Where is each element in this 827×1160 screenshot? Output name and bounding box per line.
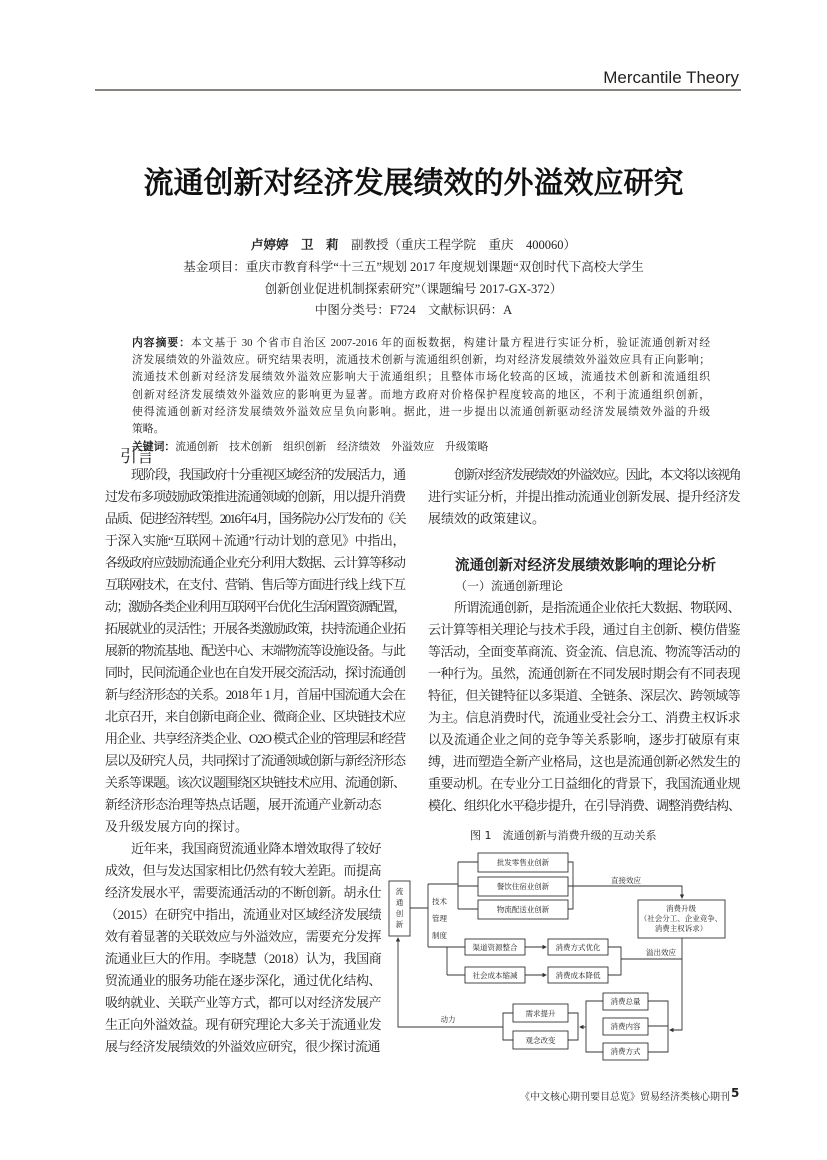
text-line: 创新对经济发展绩效的外溢效应。因此，本文将以该视角	[454, 467, 740, 482]
text-line: 吸纳就业、关联产业等方式，都可以对经济发展产	[105, 995, 381, 1010]
text-line: 进行实证分析，并提出推动流通业创新发展、提升经济发	[428, 489, 740, 504]
figure-title: 图 1 流通创新与消费升级的互动关系	[470, 829, 657, 842]
consumption-label: 消费方式	[610, 1047, 641, 1056]
text-line: 展与经济发展绩效的外溢效应研究，很少探讨流通	[105, 1039, 381, 1054]
mid-left-label: 渠道资源整合	[472, 943, 518, 952]
abstract	[132, 334, 710, 456]
text-line: 于深入实施“互联网＋流通”行动计划的意见》中指出，	[105, 533, 405, 548]
header-rule	[95, 89, 741, 91]
text-line: 过发布多项鼓励政策推进流通领域的创新，用以提升消费	[105, 489, 406, 504]
text-line: 及升级发展方向的探讨。	[105, 819, 249, 834]
footer-journal: 《中文核心期刊要目总览》贸易经济类核心期刊	[520, 1092, 730, 1103]
text-line: 以及流通企业之间的竞争等关系影响，逐步打破原有束	[428, 732, 741, 747]
source-char: 创	[395, 909, 404, 918]
industry-box-label: 物流配送业创新	[496, 905, 550, 914]
theory-paragraph	[428, 597, 740, 817]
text-line: 等活动，全面变革商流、资金流、信息流、物流等活动的	[428, 644, 740, 659]
author-names: 卢婷婷 卫 莉	[250, 237, 339, 252]
subsection-heading: （一）流通创新理论	[455, 579, 564, 593]
upgrade-label: 消费升级	[666, 904, 696, 913]
source-char: 流	[395, 887, 404, 896]
keywords	[132, 438, 710, 456]
text-line: 效有着显著的关联效应与外溢效应，需要充分发挥	[105, 929, 381, 944]
text-line: 缚，进而塑造全新产业格局，这也是流通创新必然发生的	[428, 754, 740, 769]
text-line: 展绩效的政策建议。	[428, 511, 546, 526]
abstract-line: 济发展绩效的外溢效应。研究结果表明，流通技术创新与流通组织创新，均对经济发展绩效外溢效应具有正向影响；	[132, 354, 710, 367]
text-line: 拓展就业的灵活性；开展各类激励政策，扶持流通企业拓	[105, 621, 406, 636]
text-line: 重要动机。在专业分工日益细化的背景下，我国流通业规	[428, 776, 740, 791]
upgrade-label: 消费主权诉求）	[654, 924, 708, 933]
intro-paragraph-1	[105, 464, 405, 838]
consumption-label: 消费内容	[610, 1022, 641, 1031]
consumption-label: 消费总量	[610, 997, 641, 1006]
dimension-label: 制度	[432, 931, 447, 940]
text-line: 用企业、共享经济类企业、O2O 模式企业的管理层和经营	[105, 731, 405, 746]
spillover-label: 溢出效应	[646, 948, 676, 957]
abstract-label: 内容摘要：	[132, 336, 191, 349]
text-line: 为主。信息消费时代，流通业受社会分工、消费主权诉求	[428, 710, 740, 725]
industry-box-label: 餐饮住宿业创新	[496, 882, 550, 891]
text-line: 生正向外溢效益。现有研究理论大多关于流通业发	[105, 1017, 381, 1032]
mid-left-label: 社会成本缩减	[472, 971, 518, 980]
abstract-line: 策略。	[132, 423, 165, 436]
fund-line-1: 基金项目：重庆市教育科学“十三五”规划 2017 年度规划课题“双创时代下高校大学生	[183, 260, 644, 274]
source-char: 通	[395, 898, 404, 907]
abstract-line: 流通技术创新对经济发展绩效外溢效应影响大于流通组织；且整体市场化较高的区域，流通技术创新和流通组织	[132, 371, 710, 384]
text-line: 品质、促进经济转型。2016年4月，国务院办公厅发布的《关	[105, 511, 405, 526]
abstract-text: 本文基于 30 个省市自治区 2007-2016 年的面板数据，构建计量方程进行实证分析，验证流通创新对经	[190, 337, 711, 349]
text-line: （2015）在研究中指出，流通业对区域经济发展绩	[105, 907, 382, 922]
text-line: 新经济形态治理等热点话题，展开流通产业新动态	[105, 797, 381, 812]
text-line: 流通业巨大的作用。李晓慧（2018）认为，我国商	[105, 951, 382, 966]
text-line: 各级政府应鼓励流通企业充分利用大数据、云计算等移动	[105, 555, 406, 570]
text-line: 互联网技术，在支付、营销、售后等方面进行线上线下互	[105, 577, 406, 592]
feedback-label: 需求提升	[525, 1009, 556, 1018]
keywords-text: 流通创新 技术创新 组织创新 经济绩效 外溢效应 升级策略	[175, 441, 489, 454]
upgrade-label: （社会分工、企业竞争、	[639, 914, 723, 923]
intro-heading: 引言	[120, 447, 154, 467]
mid-right-label: 消费方式优化	[555, 943, 601, 952]
article-title: 流通创新对经济发展绩效的外溢效应研究	[143, 166, 684, 201]
abstract-line: 创新对经济发展绩效外溢效应的影响更为显著。而地方政府对价格保护程度较高的地区，不利于流通组织创新，	[132, 388, 710, 401]
keywords-label: 关键词：	[132, 440, 176, 454]
text-line: 北京召开，来自创新电商企业、微商企业、区块链技术应	[105, 709, 406, 724]
text-line: 经济发展水平，需要流通活动的不断创新。胡永仕	[105, 885, 381, 900]
text-line: 云计算等相关理论与技术手段，通过自主创新、模仿借鉴	[428, 622, 740, 637]
source-char: 新	[395, 920, 404, 929]
text-line: 一种行为。虽然，流通创新在不同发展时期会有不同表现	[428, 666, 740, 681]
text-line: 现阶段，我国政府十分重视区域经济的发展活力，通	[131, 467, 405, 482]
journal-section-header: Mercantile Theory	[603, 68, 739, 87]
page-number: 5	[731, 1086, 740, 1100]
abstract-line	[132, 334, 710, 352]
section-heading: 流通创新对经济发展绩效影响的理论分析	[455, 558, 716, 574]
feedback-label: 观念改变	[525, 1036, 556, 1045]
classification-line: 中图分类号：F724 文献标识码：A	[314, 303, 513, 317]
text-line: 贸流通业的服务功能在逐步深化，通过优化结构、	[105, 973, 381, 988]
driving-force-label: 动力	[440, 1015, 456, 1024]
dimension-label: 技术	[432, 897, 447, 906]
author-line	[0, 235, 827, 253]
text-line: 层以及研究人员，共同探讨了流通领域创新与新经济形态	[105, 753, 406, 768]
text-line: 近年来，我国商贸流通业降本增效取得了较好	[131, 841, 382, 856]
intro-paragraph-2	[105, 838, 381, 1058]
mid-right-label: 消费成本降低	[555, 971, 601, 980]
author-affiliation: 副教授（重庆工程学院 重庆 400060）	[351, 238, 577, 252]
fund-line-2: 创新创业促进机制探索研究”（课题编号 2017-GX-372）	[264, 282, 563, 296]
direct-effect-label: 直接效应	[611, 876, 641, 885]
text-line: 展新的物流基地、配送中心、末端物流等设施设备。与此	[105, 643, 406, 658]
text-line: 同时，民间流通企业也在自发开展交流活动，探讨流通创	[105, 665, 406, 680]
text-line: 特征，但关键特征以多渠道、全链条、深层次、跨领域等	[428, 688, 740, 703]
figure-diagram	[385, 845, 750, 1070]
text-line: 所谓流通创新，是指流通企业依托大数据、物联网、	[454, 600, 740, 615]
text-line: 模化、组织化水平稳步提升，在引导消费、调整消费结构、	[428, 798, 741, 813]
intro-paragraph-3	[428, 464, 740, 530]
industry-box-label: 批发零售业创新	[496, 858, 550, 867]
abstract-line: 使得流通创新对经济发展绩效外溢效应呈负向影响。据此，进一步提出以流通创新驱动经济发展绩效外溢的升级	[132, 405, 710, 418]
text-line: 关系等课题。该次议题围绕区块链技术应用、流通创新、	[105, 775, 406, 790]
text-line: 动；激励各类企业利用互联网平台优化生活闲置资源配置，	[105, 599, 405, 614]
text-line: 成效，但与发达国家相比仍然有较大差距。而提高	[105, 863, 381, 878]
text-line: 新与经济形态的关系。2018 年 1 月，首届中国流通大会在	[105, 687, 405, 702]
dimension-label: 管理	[432, 914, 447, 923]
